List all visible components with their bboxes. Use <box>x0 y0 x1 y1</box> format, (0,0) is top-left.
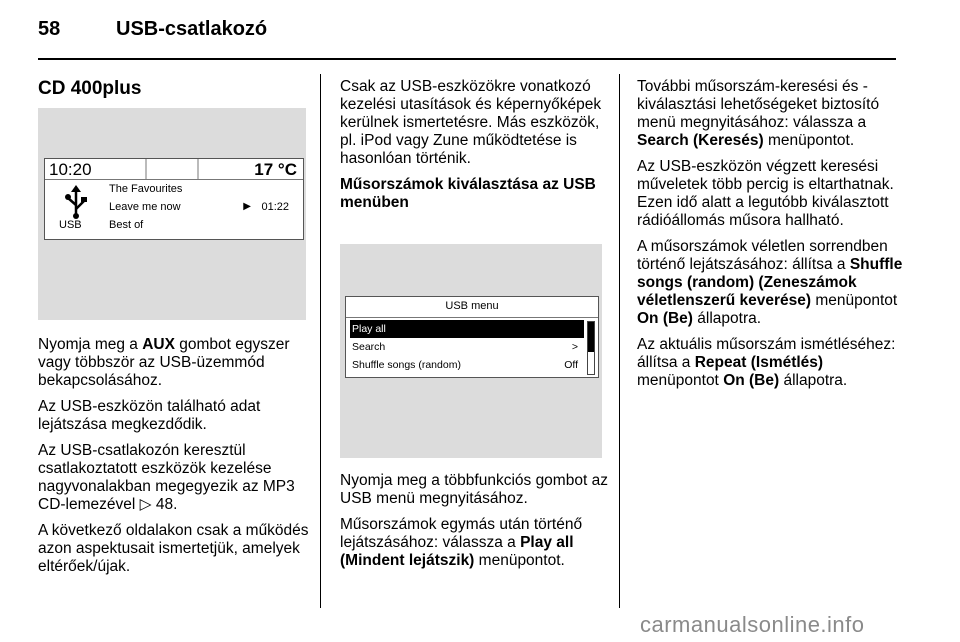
menu-item-play-all[interactable]: Play all <box>350 320 584 338</box>
menu-option-name: Repeat (Ismétlés) <box>694 354 824 371</box>
header-rule <box>38 58 896 60</box>
paragraph: Az USB-eszközön található adat lejátszása megkezdődik. <box>38 398 261 433</box>
shuffle-value: Off <box>564 359 578 371</box>
track-item: Best of <box>109 219 144 231</box>
paragraph: A műsorszámok véletlen sorrendben történő lejátszásához: állítsa a Shuffle songs (random) (Zeneszámok véletlenszerű keverése) menüpontot On (Be) állapotra. <box>637 238 903 327</box>
menu-option-name: Play all (Mindent lejátszik) <box>340 534 574 569</box>
paragraph: Műsorszámok egymás után történő lejátszásához: válassza a Play all (Mindent lejátszik) menüpontot. <box>340 516 583 569</box>
play-icon: ▶ <box>243 201 251 212</box>
column-1 <box>38 336 310 584</box>
track-item: Leave me now <box>109 201 181 213</box>
column-3 <box>637 78 903 398</box>
column-divider-1 <box>320 74 321 608</box>
temperature: 17 °C <box>254 160 297 179</box>
paragraph: Az aktuális műsorszám ismétléséhez: állítsa a Repeat (Ismétlés) menüpontot On (Be) állapotra. <box>637 336 896 389</box>
status-separator <box>197 159 199 179</box>
menu-item-search[interactable]: Search > <box>350 338 584 356</box>
page-reference-icon: ▷ <box>139 496 152 513</box>
menu-option-name: Search (Keresés) <box>637 132 764 149</box>
display-screen <box>44 158 304 240</box>
column-2 <box>340 78 608 220</box>
menu-separator <box>346 317 598 318</box>
paragraph: Nyomja meg a AUX gombot egyszer vagy többször az USB-üzemmód bekapcsolásához. <box>38 336 290 389</box>
button-name: AUX <box>142 336 175 353</box>
paragraph: Az USB-eszközön végzett keresési műveletek több percig is eltarthatnak. Ezen idő alatt a legutóbb kiválasztott rádióállomás műsora hallható. <box>637 158 894 229</box>
page-reference: 48. <box>155 496 178 513</box>
paragraph: Nyomja meg a többfunkciós gombot az USB menü megnyitásához. <box>340 472 608 507</box>
usb-label: USB <box>59 219 82 231</box>
setting-value: On (Be) <box>723 372 780 389</box>
status-separator <box>145 159 147 179</box>
track-duration: 01:22 <box>261 201 289 213</box>
display-figure <box>38 108 306 320</box>
watermark: carmanualsonline.info <box>640 612 865 637</box>
column-2-lower <box>340 472 608 578</box>
page-title: USB-csatlakozó <box>116 18 268 40</box>
paragraph: A következő oldalakon csak a működés azon aspektusait ismertetjük, amelyek eltérőek/újak. <box>38 522 309 575</box>
setting-value: On (Be) <box>637 310 693 327</box>
paragraph: Csak az USB-eszközökre vonatkozó kezelési utasítások és képernyőképek kerülnek ismertetésre. Más eszközök, pl. iPod vagy Zune működtetése is hasonlóan történik. <box>340 78 602 167</box>
menu-title: USB menu <box>445 300 499 312</box>
status-bar <box>45 159 303 180</box>
paragraph: További műsorszám-keresési és -kiválasztási lehetőségeket biztosító menü megnyitásához: válassza a Search (Keresés) menüpontot. <box>637 78 880 149</box>
menu-item-shuffle[interactable]: Shuffle songs (random) Off <box>350 356 584 374</box>
page-number: 58 <box>38 18 61 40</box>
scrollbar-thumb[interactable] <box>588 322 594 352</box>
usb-menu-screen <box>345 296 599 378</box>
section-title: CD 400plus <box>38 78 142 99</box>
subheading: Műsorszámok kiválasztása az USB menüben <box>340 176 596 211</box>
menu-option-name: Shuffle songs (random) (Zeneszámok véletlenszerű keverése) <box>637 256 903 309</box>
usb-menu-figure <box>340 244 602 458</box>
paragraph: Az USB-csatlakozón keresztül csatlakoztatott eszközök kezelése nagyvonalakban megegyezik az MP3 CD-lemezével ▷ 48. <box>38 442 295 513</box>
menu-scrollbar[interactable] <box>587 321 595 375</box>
clock-time: 10:20 <box>49 160 92 179</box>
column-divider-2 <box>619 74 620 608</box>
chevron-right-icon: > <box>571 341 578 353</box>
track-item: The Favourites <box>109 183 183 195</box>
